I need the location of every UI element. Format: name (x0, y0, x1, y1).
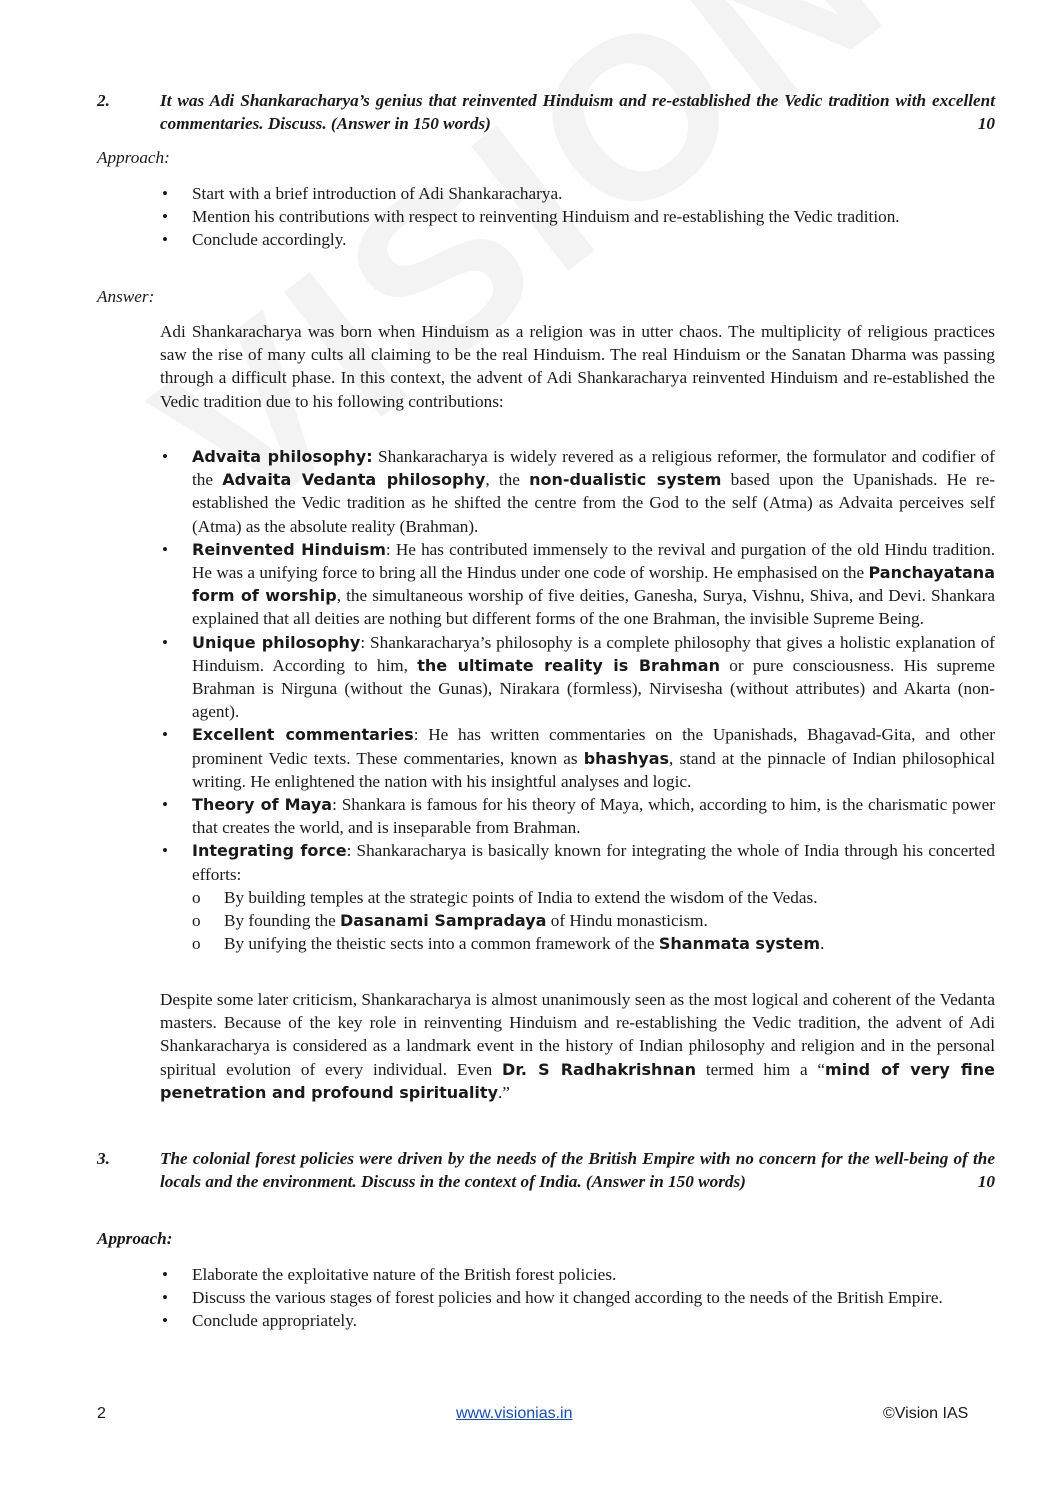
q3-approach-list (160, 1263, 995, 1333)
question-number: 3. (97, 1149, 110, 1168)
list-item: • Mention his contributions with respect to reinventing Hinduism and re-establishing the Vedic tradition. (160, 205, 995, 228)
circle-bullet-icon: o (192, 934, 201, 954)
list-item: • Theory of Maya: Shankara is famous for his theory of Maya, which, according to him, is the charismatic power that creates the world, and is inseparable from Brahman. (162, 795, 996, 838)
circle-bullet-icon: o (192, 887, 201, 907)
page-number: 2 (97, 1405, 106, 1422)
list-item: • Reinvented Hinduism: He has contributed immensely to the revival and purgation of the old Hindu tradition. He was a unifying force to bring all the Hindus under one code of worship. He emphasised on the Panchayatana form of worship, the simultaneous worship of five deities, Ganesha, Surya, Vishnu, Shiva, and Devi. Shankara explained that all deities are nothing but different forms of the one Brahman, the invisible Supreme Being. (162, 539, 996, 629)
approach-label: Approach: (97, 148, 170, 167)
circle-bullet-icon: o (192, 911, 201, 931)
contributions-list (160, 445, 995, 955)
copyright: ©Vision IAS (883, 1405, 969, 1422)
bullet-icon: • (162, 230, 169, 250)
bullet-icon: • (162, 184, 169, 203)
question-number: 2. (97, 91, 110, 110)
question-2 (97, 89, 995, 135)
answer-label: Answer: (97, 287, 155, 306)
footer-link-container (456, 1405, 572, 1423)
bullet-icon: • (162, 1288, 169, 1308)
q2-approach-list (160, 182, 995, 252)
website-link[interactable]: www.visionias.in (456, 1405, 573, 1422)
bullet-icon: • (162, 841, 169, 861)
question-marks: 10 (977, 114, 995, 133)
question-3 (97, 1147, 995, 1193)
sub-list-item: o By unifying the theistic sects into a common framework of the Shanmata system. (192, 932, 995, 955)
bullet-icon: • (162, 447, 169, 466)
list-item: • Unique philosophy: Shankaracharya’s philosophy is a complete philosophy that gives a holistic explanation of Hinduism. According to him, the ultimate reality is Brahman or pure consciousness. His supreme Brahman is Nirguna (without the Gunas), Nirakara (formless), Nirvisesha (without attributes) and Akarta (non-agent). (162, 632, 995, 722)
list-item: • Advaita philosophy: Shankaracharya is widely revered as a religious reformer, the formulator and codifier of the Advaita Vedanta philosophy, the non-dualistic system based upon the Upanishads. He re-established the Vedic tradition as he shifted the centre from the God to the self (Atma) as Advaita perceives self (Atma) as the absolute reality (Brahman). (162, 447, 995, 536)
question-text: It was Adi Shankaracharya’s genius that reinvented Hinduism and re-established the Vedic tradition with excellent commentaries. Discuss. (Answer in 150 words) (160, 91, 995, 133)
list-item: • Elaborate the exploitative nature of the British forest policies. (160, 1263, 995, 1286)
answer-conclusion: Despite some later criticism, Shankaracharya is almost unanimously seen as the most logical and coherent of the Vedanta masters. Because of the key role in reinventing Hinduism and re-establishing the Vedic tradition, the advent of Adi Shankaracharya is considered as a landmark event in the history of Indian philosophy and religion and in the personal spiritual evolution of every individual. Even Dr. S Radhakrishnan termed him a “mind of very fine penetration and profound spirituality.” (160, 990, 995, 1102)
sub-list-item: o By founding the Dasanami Sampradaya of Hindu monasticism. (192, 909, 995, 932)
list-item: • Start with a brief introduction of Adi Shankaracharya. (160, 182, 995, 205)
bullet-icon: • (162, 1265, 169, 1284)
list-item: • Conclude accordingly. (160, 228, 995, 251)
question-marks: 10 (977, 1172, 995, 1191)
list-item: • Discuss the various stages of forest policies and how it changed according to the needs of the British Empire. (160, 1286, 995, 1309)
bullet-icon: • (162, 207, 169, 227)
list-item: • Excellent commentaries: He has written commentaries on the Upanishads, Bhagavad-Gita, and other prominent Vedic texts. These commentaries, known as bhashyas, stand at the pinnacle of Indian philosophical writing. He enlightened the nation with his insightful analyses and logic. (162, 725, 995, 791)
bullet-icon: • (162, 795, 169, 815)
bullet-icon: • (162, 539, 169, 559)
bullet-icon: • (162, 725, 169, 745)
list-item: • Integrating force: Shankaracharya is basically known for integrating the whole of India through his concerted efforts: o By building temples at the strategic points of India to extend the wisdom of the Vedas. o By founding the Dasanami Sampradaya of Hindu monasticism. o By unifying the theistic sects into a common framework of the Shanmata system. (160, 839, 995, 955)
sub-list-item: o By building temples at the strategic points of India to extend the wisdom of the Vedas. (192, 886, 995, 909)
question-text: The colonial forest policies were driven by the needs of the British Empire with no concern for the well-being of the locals and the environment. Discuss in the context of India. (Answer in 150 words) (160, 1149, 995, 1191)
bullet-icon: • (162, 1311, 169, 1331)
integration-sublist (192, 886, 995, 956)
list-item: • Conclude appropriately. (160, 1309, 995, 1332)
answer-intro: Adi Shankaracharya was born when Hinduism as a religion was in utter chaos. The multiplicity of religious practices saw the rise of many cults all claiming to be the real Hinduism. The real Hinduism or the Sanatan Dharma was passing through a difficult phase. In this context, the advent of Adi Shankaracharya reinvented Hinduism and re-established the Vedic tradition due to his following contributions: (160, 322, 995, 411)
bullet-icon: • (162, 632, 169, 652)
approach-label: Approach: (97, 1229, 173, 1248)
